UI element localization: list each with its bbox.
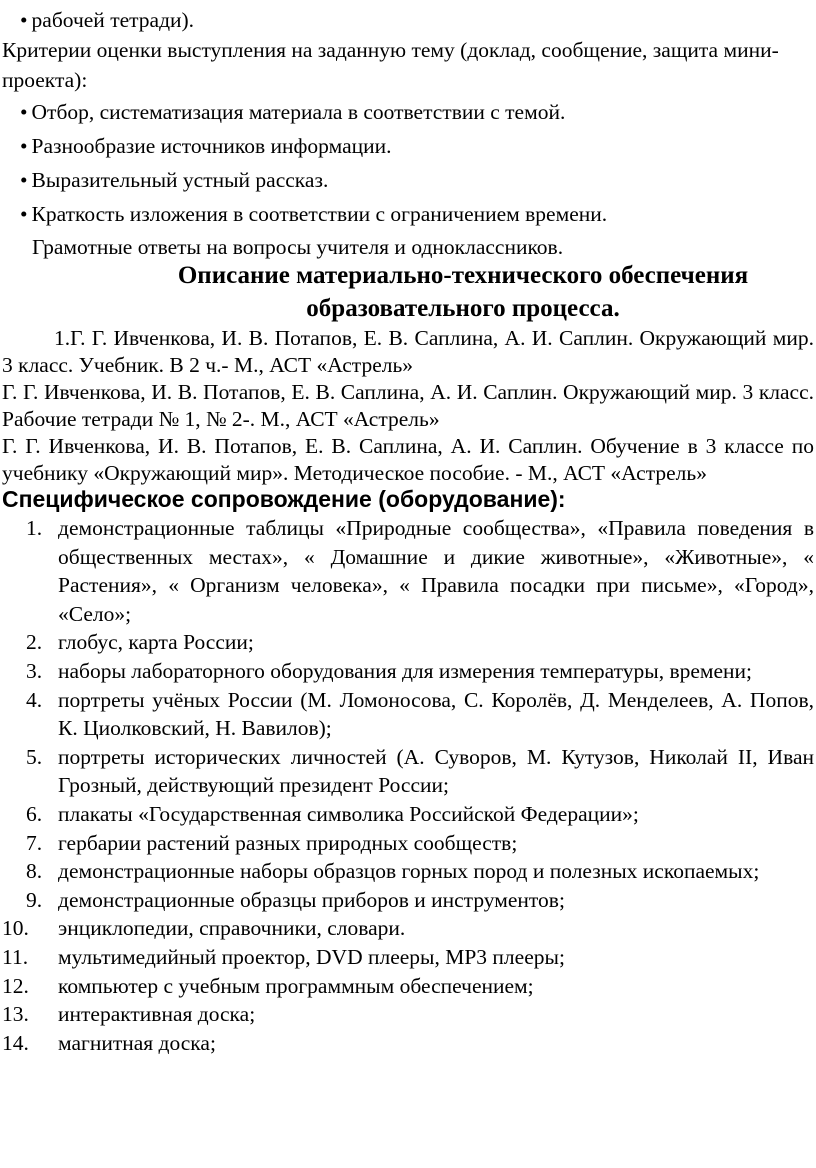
equipment-section bbox=[0, 484, 816, 1057]
bullet-item: • рабочей тетради). bbox=[0, 3, 816, 37]
item-number: 5. bbox=[26, 744, 43, 769]
equipment-item bbox=[0, 914, 816, 943]
equipment-item bbox=[0, 628, 816, 657]
item-number: 8. bbox=[26, 859, 43, 884]
item-number: 4. bbox=[26, 687, 43, 712]
assessment-section bbox=[0, 3, 816, 263]
criteria-item: • Отбор, систематизация материала в соответствии с темой. bbox=[0, 95, 816, 129]
item-text: компьютер с учебным программным обеспечением; bbox=[58, 973, 534, 998]
item-text: демонстрационные наборы образцов горных пород и полезных ископаемых; bbox=[58, 859, 760, 884]
item-number: 14. bbox=[2, 1030, 29, 1055]
item-text: гербарии растений разных природных сообществ; bbox=[58, 830, 518, 855]
item-number: 13. bbox=[2, 1002, 29, 1027]
equipment-item bbox=[0, 857, 816, 886]
equipment-item bbox=[0, 1029, 816, 1058]
criteria-last: Грамотные ответы на вопросы учителя и одноклассников. bbox=[32, 235, 564, 259]
equipment-item bbox=[0, 829, 816, 858]
item-number: 12. bbox=[2, 973, 29, 998]
criteria-intro: Критерии оценки выступления на заданную тему (доклад, сообщение, защита мини-проекта): bbox=[2, 38, 779, 92]
reference-item: Г. Г. Ивченкова, И. В. Потапов, Е. В. Саплина, А. И. Саплин. Обучение в 3 классе по учебнику «Окружающий мир». Методическое пособие. - М., АСТ «Астрель» bbox=[2, 434, 814, 485]
item-number: 2. bbox=[26, 630, 43, 655]
reference-item: 1.Г. Г. Ивченкова, И. В. Потапов, Е. В. Саплина, А. И. Саплин. Окружающий мир. 3 класс. Учебник. В 2 ч.- М., АСТ «Астрель» bbox=[2, 326, 814, 377]
equipment-item bbox=[0, 686, 816, 743]
item-text: интерактивная доска; bbox=[58, 1002, 256, 1027]
section-heading: Описание материально-технического обеспечения образовательного процесса. bbox=[177, 262, 749, 322]
materials-section bbox=[0, 259, 816, 487]
item-number: 1. bbox=[26, 516, 43, 540]
equipment-list bbox=[0, 514, 816, 1057]
item-number: 11. bbox=[2, 944, 29, 969]
equipment-item bbox=[0, 886, 816, 915]
equipment-item bbox=[0, 657, 816, 686]
equipment-heading: Специфическое сопровождение (оборудование): bbox=[2, 486, 566, 512]
item-text: портреты учёных России (М. Ломоносова, С. Королёв, Д. Менделеев, А. Попов, К. Циолковский, Н. Вавилов); bbox=[58, 687, 814, 741]
equipment-item bbox=[0, 800, 816, 829]
equipment-item bbox=[0, 943, 816, 972]
item-number: 3. bbox=[26, 658, 43, 683]
item-text: демонстрационные таблицы «Природные сообщества», «Правила поведения в общественных местах», « Домашние и дикие животные», «Животные», « Растения», « Организм человека», « Правила посадки при письме», «Город», «Село»; bbox=[58, 516, 814, 626]
item-text: энциклопедии, справочники, словари. bbox=[58, 916, 406, 941]
item-number: 6. bbox=[26, 801, 43, 826]
equipment-item bbox=[0, 514, 816, 628]
item-text: демонстрационные образцы приборов и инструментов; bbox=[58, 887, 565, 912]
criteria-item: • Краткость изложения в соответствии с ограничением времени. bbox=[0, 197, 816, 231]
reference-item: Г. Г. Ивченкова, И. В. Потапов, Е. В. Саплина, А. И. Саплин. Окружающий мир. 3 класс. Рабочие тетради № 1, № 2-. М., АСТ «Астрель» bbox=[2, 380, 814, 431]
criteria-item: • Разнообразие источников информации. bbox=[0, 129, 816, 163]
item-text: глобус, карта России; bbox=[58, 630, 254, 655]
item-text: наборы лабораторного оборудования для измерения температуры, времени; bbox=[58, 658, 753, 683]
item-text: портреты исторических личностей (А. Суворов, М. Кутузов, Николай II, Иван Грозный, действующий президент России; bbox=[58, 744, 814, 798]
item-text: плакаты «Государственная символика Российской Федерации»; bbox=[58, 801, 639, 826]
item-number: 10. bbox=[2, 916, 29, 941]
item-text: мультимедийный проектор, DVD плееры, MP3 плееры; bbox=[58, 944, 565, 969]
item-text: магнитная доска; bbox=[58, 1030, 216, 1055]
equipment-item bbox=[0, 1000, 816, 1029]
item-number: 7. bbox=[26, 830, 43, 855]
criteria-item: • Выразительный устный рассказ. bbox=[0, 163, 816, 197]
item-number: 9. bbox=[26, 887, 43, 912]
equipment-item bbox=[0, 972, 816, 1001]
equipment-item bbox=[0, 743, 816, 800]
